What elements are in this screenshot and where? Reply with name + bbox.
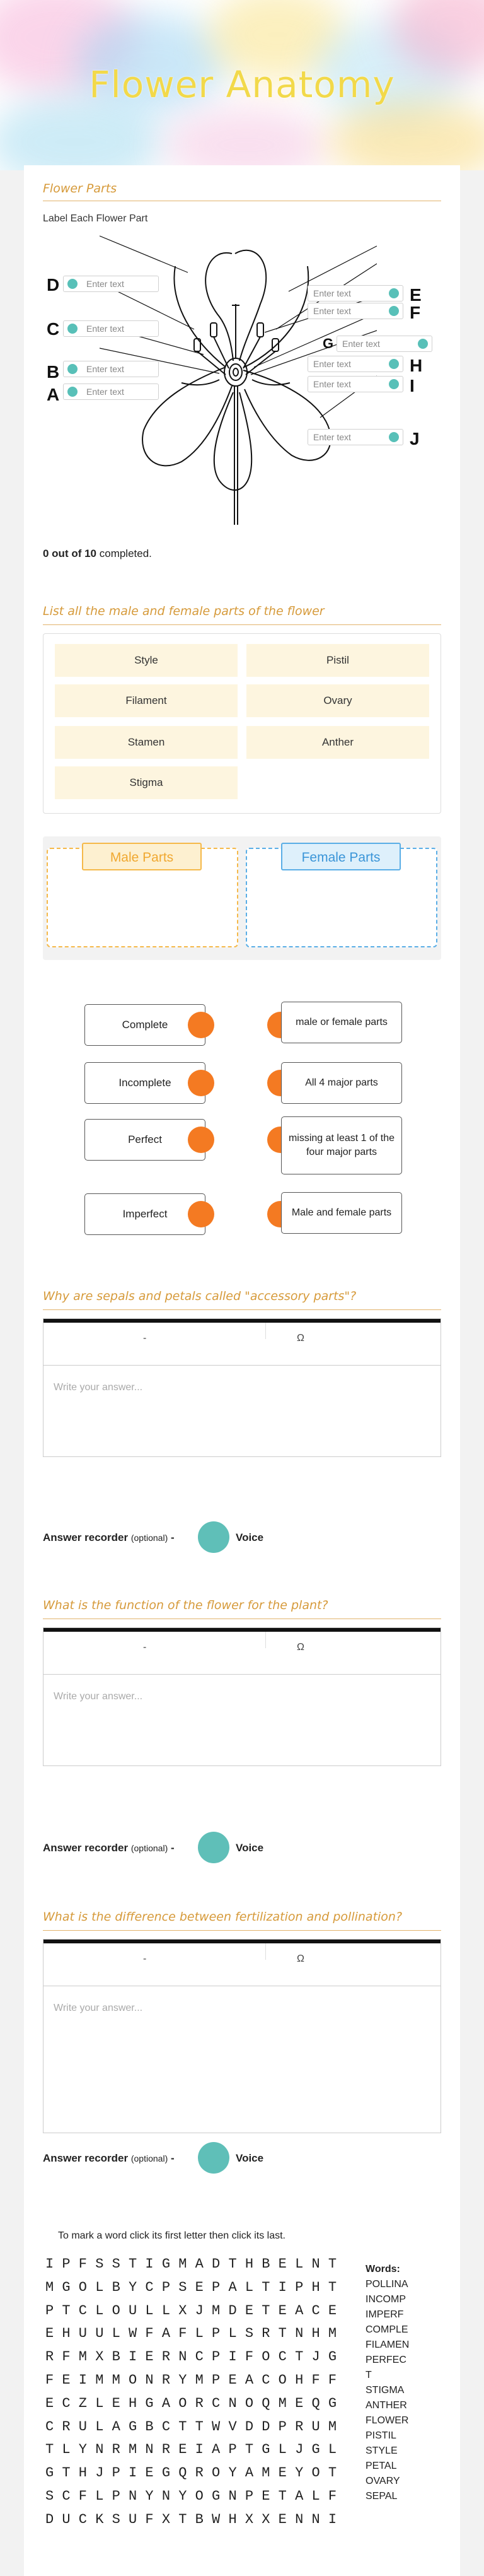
label-letter-d: D bbox=[47, 275, 60, 295]
speaker-icon[interactable] bbox=[389, 379, 399, 389]
match-definition[interactable]: Male and female parts bbox=[281, 1192, 402, 1234]
label-input-b[interactable]: Enter text bbox=[63, 361, 159, 377]
label-letter-c: C bbox=[47, 319, 60, 339]
dash-button[interactable]: - bbox=[143, 1642, 147, 1653]
answer-box-3[interactable] bbox=[43, 1939, 441, 2133]
label-input-h[interactable]: Enter text bbox=[308, 356, 403, 372]
progress-text: 0 out of 10 completed. bbox=[43, 547, 152, 559]
word-search-row[interactable]: P T C L O U L L X J M D E T E A C E bbox=[45, 2302, 337, 2319]
speaker-icon[interactable] bbox=[389, 306, 399, 316]
omega-icon[interactable]: Ω bbox=[297, 1953, 304, 1964]
word-search-grid[interactable] bbox=[45, 2253, 337, 2532]
match-term-perfect[interactable]: Perfect bbox=[84, 1119, 205, 1161]
word-item: FLOWER bbox=[366, 2415, 409, 2426]
label-input-a[interactable]: Enter text bbox=[63, 383, 159, 400]
word-item: OVARY bbox=[366, 2476, 400, 2486]
label-letter-i: I bbox=[410, 376, 415, 395]
record-button[interactable] bbox=[198, 2142, 229, 2174]
match-connector[interactable] bbox=[188, 1127, 214, 1153]
label-input-e[interactable]: Enter text bbox=[308, 285, 403, 302]
word-search-row[interactable]: C R U L A G B C T T W V D D P R U M bbox=[45, 2418, 337, 2435]
match-connector[interactable] bbox=[188, 1012, 214, 1038]
word-search-row[interactable]: I P F S S T I G M A D T H B E L N T bbox=[45, 2256, 337, 2272]
dash-button[interactable]: - bbox=[143, 1333, 147, 1344]
word-search-row[interactable]: R F M X B I E R N C P I F O C T J G bbox=[45, 2349, 337, 2365]
question-3-title: What is the difference between fertilization and pollination? bbox=[43, 1910, 403, 1924]
label-input-f[interactable]: Enter text bbox=[308, 303, 403, 319]
word-search-row[interactable]: E H U U L W F A F L P L S R T N H M bbox=[45, 2326, 337, 2342]
label-input-g[interactable]: Enter text bbox=[337, 336, 432, 352]
word-item: PERFEC bbox=[366, 2355, 406, 2365]
word-item: FILAMEN bbox=[366, 2339, 410, 2350]
match-connector[interactable] bbox=[188, 1201, 214, 1227]
worksheet bbox=[24, 165, 460, 2576]
speaker-icon[interactable] bbox=[67, 387, 78, 397]
word-search-row[interactable]: F E I M M O N R Y M P E A C O H F F bbox=[45, 2372, 337, 2388]
toolbar-divider bbox=[265, 1323, 266, 1339]
speaker-icon[interactable] bbox=[67, 324, 78, 334]
match-term-complete[interactable]: Complete bbox=[84, 1004, 205, 1046]
word-search-row[interactable]: M G O L B Y C P S E P A L T I P H T bbox=[45, 2279, 337, 2295]
answer-input[interactable]: Write your answer... bbox=[54, 1691, 143, 1702]
sort-items-container bbox=[43, 633, 441, 814]
word-search-row[interactable]: G T H J P I E G Q R O Y A M E Y O T bbox=[45, 2465, 337, 2481]
word-search-row[interactable]: T L Y N R M N R E I A P T G L J G L bbox=[45, 2442, 337, 2458]
label-letter-e: E bbox=[410, 285, 422, 305]
speaker-icon[interactable] bbox=[418, 339, 428, 349]
omega-icon[interactable]: Ω bbox=[297, 1642, 304, 1653]
label-input-j[interactable]: Enter text bbox=[308, 429, 403, 445]
chip-stamen[interactable]: Stamen bbox=[55, 726, 238, 759]
answer-toolbar bbox=[43, 1319, 441, 1366]
toolbar-divider bbox=[265, 1943, 266, 1960]
speaker-icon[interactable] bbox=[389, 359, 399, 369]
dash-button[interactable]: - bbox=[143, 1953, 147, 1964]
word-item: SEPAL bbox=[366, 2491, 398, 2502]
chip-style[interactable]: Style bbox=[55, 644, 238, 677]
match-definition[interactable]: male or female parts bbox=[281, 1002, 402, 1043]
answer-toolbar bbox=[43, 1940, 441, 1986]
label-letter-h: H bbox=[410, 356, 423, 375]
chip-anther[interactable]: Anther bbox=[246, 726, 429, 759]
record-button[interactable] bbox=[198, 1521, 229, 1553]
word-search-instruction: To mark a word click its first letter then click its last. bbox=[58, 2230, 285, 2241]
section-divider bbox=[43, 1309, 441, 1310]
record-button[interactable] bbox=[198, 1832, 229, 1863]
answer-recorder-label: Answer recorder (optional) - bbox=[43, 1531, 175, 1543]
label-letter-g: G bbox=[323, 336, 334, 351]
answer-recorder-label: Answer recorder (optional) - bbox=[43, 1842, 175, 1854]
answer-input[interactable]: Write your answer... bbox=[54, 1382, 143, 1393]
label-letter-a: A bbox=[47, 385, 60, 404]
voice-label: Voice bbox=[236, 1842, 264, 1854]
section-divider bbox=[43, 1930, 441, 1931]
male-parts-ribbon: Male Parts bbox=[82, 843, 202, 870]
word-item: PISTIL bbox=[366, 2430, 396, 2441]
label-letter-f: F bbox=[410, 303, 421, 322]
chip-ovary[interactable]: Ovary bbox=[246, 684, 429, 717]
answer-toolbar bbox=[43, 1628, 441, 1675]
word-item: T bbox=[366, 2370, 372, 2380]
word-list-title: Words: bbox=[366, 2264, 400, 2274]
label-input-c[interactable]: Enter text bbox=[63, 320, 159, 337]
chip-filament[interactable]: Filament bbox=[55, 684, 238, 717]
chip-pistil[interactable]: Pistil bbox=[246, 644, 429, 677]
match-definition[interactable]: missing at least 1 of the four major parts bbox=[281, 1116, 402, 1174]
question-2-title: What is the function of the flower for the plant? bbox=[43, 1598, 328, 1612]
match-connector[interactable] bbox=[188, 1070, 214, 1096]
word-item: INCOMP bbox=[366, 2294, 406, 2305]
answer-box-2[interactable] bbox=[43, 1627, 441, 1766]
toolbar-divider bbox=[265, 1632, 266, 1648]
section-title-sort: List all the male and female parts of the flower bbox=[43, 604, 325, 618]
section-divider bbox=[43, 624, 441, 625]
speaker-icon[interactable] bbox=[389, 432, 399, 442]
word-search-row[interactable]: E C Z L E H G A O R C N O Q M E Q G bbox=[45, 2395, 337, 2411]
speaker-icon[interactable] bbox=[389, 288, 399, 298]
answer-box-1[interactable] bbox=[43, 1318, 441, 1457]
match-definition[interactable]: All 4 major parts bbox=[281, 1062, 402, 1104]
female-parts-ribbon: Female Parts bbox=[281, 843, 401, 870]
word-item: POLLINA bbox=[366, 2279, 408, 2290]
label-instruction: Label Each Flower Part bbox=[43, 213, 148, 224]
match-term-imperfect[interactable]: Imperfect bbox=[84, 1193, 205, 1235]
label-letter-b: B bbox=[47, 362, 60, 382]
speaker-icon[interactable] bbox=[67, 279, 78, 289]
word-item: PETAL bbox=[366, 2461, 397, 2471]
question-1-title: Why are sepals and petals called "accessory parts"? bbox=[43, 1289, 357, 1303]
answer-input[interactable]: Write your answer... bbox=[54, 2003, 143, 2013]
label-input-i[interactable]: Enter text bbox=[308, 376, 403, 392]
match-term-incomplete[interactable]: Incomplete bbox=[84, 1062, 205, 1104]
word-item: ANTHER bbox=[366, 2400, 407, 2411]
section-title-flower-parts: Flower Parts bbox=[43, 182, 117, 196]
word-item: STYLE bbox=[366, 2445, 398, 2456]
word-list bbox=[366, 2262, 409, 2504]
word-item: STIGMA bbox=[366, 2385, 405, 2396]
speaker-icon[interactable] bbox=[67, 364, 78, 374]
word-search-row[interactable]: S C F L P N Y N Y O G N P E T A L F bbox=[45, 2488, 337, 2504]
word-search-row[interactable]: D U C K S U F X T B W H X X E N N I bbox=[45, 2511, 337, 2527]
label-input-d[interactable]: Enter text bbox=[63, 276, 159, 292]
chip-stigma[interactable]: Stigma bbox=[55, 766, 238, 799]
page-title: Flower Anatomy bbox=[89, 63, 395, 106]
omega-icon[interactable]: Ω bbox=[297, 1333, 304, 1344]
answer-recorder-label: Answer recorder (optional) - bbox=[43, 2152, 175, 2164]
voice-label: Voice bbox=[236, 1531, 264, 1543]
header-banner bbox=[0, 0, 484, 170]
word-item: IMPERF bbox=[366, 2309, 404, 2320]
word-item: COMPLE bbox=[366, 2324, 408, 2335]
voice-label: Voice bbox=[236, 2152, 264, 2164]
label-letter-j: J bbox=[410, 429, 420, 448]
